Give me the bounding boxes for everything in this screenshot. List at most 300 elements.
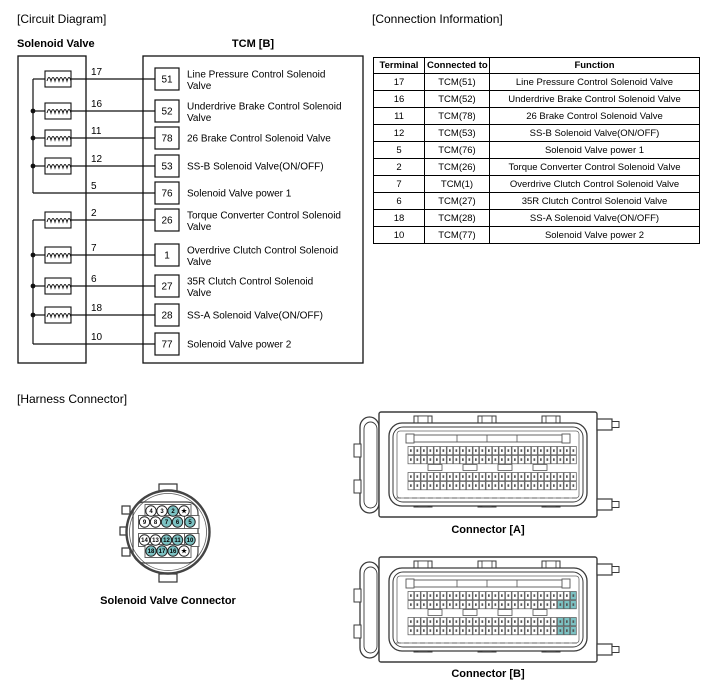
left-cap-tab: [354, 589, 361, 602]
pin-cell-contact: [495, 620, 497, 623]
pin-cell-contact: [527, 629, 529, 632]
pin-cell-contact: [534, 629, 536, 632]
pin-cell-contact: [436, 629, 438, 632]
pin-cell-contact: [514, 603, 516, 606]
pin-cell-contact: [495, 458, 497, 461]
pin-cell-contact: [508, 629, 510, 632]
pin-number-label: 77: [161, 339, 173, 351]
left-cap-inner: [364, 422, 377, 508]
pin-cell-contact: [456, 475, 458, 478]
terminal-cell: 10: [374, 227, 425, 244]
pin-circle-label: 14: [141, 538, 148, 545]
function-label: SS-B Solenoid Valve(ON/OFF): [187, 161, 324, 173]
pin-cell-contact: [475, 620, 477, 623]
function-label: Line Pressure Control Solenoid: [187, 69, 326, 81]
pin-cell-contact: [521, 449, 523, 452]
pin-number-label: 76: [161, 188, 173, 200]
function-cell: Underdrive Brake Control Solenoid Valve: [490, 91, 700, 108]
pin-cell-contact: [508, 458, 510, 461]
pin-circle-label: 18: [147, 549, 155, 556]
pin-number-label: 1: [164, 250, 170, 262]
pin-cell-contact: [514, 594, 516, 597]
pin-cell-contact: [469, 475, 471, 478]
latch-nub: [562, 579, 570, 588]
middle-key: [533, 465, 547, 471]
wire-number-label: 18: [91, 303, 103, 314]
left-tab: [122, 548, 130, 556]
pin-cell-contact: [514, 449, 516, 452]
pin-cell-contact: [566, 449, 568, 452]
pin-cell-contact: [514, 484, 516, 487]
pin-cell-contact: [417, 620, 419, 623]
pin-cell-contact: [488, 449, 490, 452]
pin-cell-contact: [521, 594, 523, 597]
pin-cell-contact: [456, 594, 458, 597]
pin-cell-contact: [527, 449, 529, 452]
pin-cell-contact: [410, 620, 412, 623]
pin-circle-label: 16: [169, 549, 177, 556]
wire-number-label: 12: [91, 154, 103, 165]
pin-cell-contact: [449, 475, 451, 478]
pin-cell-contact: [514, 629, 516, 632]
pin-cell-contact: [527, 475, 529, 478]
pin-cell-contact: [488, 458, 490, 461]
pin-cell-contact: [527, 458, 529, 461]
pin-cell-contact: [566, 458, 568, 461]
pin-cell-contact: [423, 603, 425, 606]
function-cell: Line Pressure Control Solenoid Valve: [490, 74, 700, 91]
connection-table: [373, 57, 700, 244]
latch-strip: [412, 580, 564, 587]
pin-cell-contact: [456, 449, 458, 452]
pin-cell-contact: [462, 629, 464, 632]
pin-cell-contact: [482, 594, 484, 597]
pin-cell-contact: [410, 458, 412, 461]
pin-cell-contact: [547, 629, 549, 632]
pin-circle-label: ★: [181, 508, 187, 516]
pin-cell-contact: [488, 629, 490, 632]
pin-cell-contact: [417, 629, 419, 632]
pin-number-label: 28: [161, 310, 173, 322]
function-label: Valve: [187, 81, 212, 92]
circuit-diagram-title: [Circuit Diagram]: [17, 12, 107, 26]
left-tab: [122, 506, 130, 514]
pin-cell-contact: [423, 458, 425, 461]
table-row: [374, 227, 700, 244]
pin-circle-label: 9: [142, 520, 147, 527]
pin-cell-contact: [430, 629, 432, 632]
connected-to-cell: TCM(76): [425, 142, 490, 159]
latch-nub: [406, 434, 414, 443]
left-cap-tab: [354, 444, 361, 457]
pin-cell-contact: [443, 620, 445, 623]
pin-cell-contact: [495, 603, 497, 606]
pin-cell-contact: [547, 484, 549, 487]
pin-cell-contact: [553, 458, 555, 461]
pin-cell-contact: [482, 484, 484, 487]
table-row: [374, 108, 700, 125]
function-label: Valve: [187, 288, 212, 299]
middle-key: [498, 610, 512, 616]
pin-cell-contact: [443, 594, 445, 597]
pin-cell-contact: [501, 449, 503, 452]
connected-to-cell: TCM(28): [425, 210, 490, 227]
pin-cell-contact: [553, 620, 555, 623]
terminal-cell: 11: [374, 108, 425, 125]
pin-circle-label: 11: [174, 538, 181, 545]
pin-cell-contact: [560, 594, 562, 597]
pin-cell-contact: [475, 458, 477, 461]
pin-cell-contact: [475, 603, 477, 606]
pin-cell-contact: [566, 603, 568, 606]
pin-circle-label: 2: [171, 509, 175, 516]
function-label: SS-A Solenoid Valve(ON/OFF): [187, 310, 323, 322]
right-stub-tip: [612, 422, 619, 428]
tcm-label: TCM [B]: [231, 38, 275, 50]
function-label: 35R Clutch Control Solenoid: [187, 276, 314, 288]
function-cell: SS-B Solenoid Valve(ON/OFF): [490, 125, 700, 142]
function-cell: SS-A Solenoid Valve(ON/OFF): [490, 210, 700, 227]
junction-dot: [31, 284, 36, 289]
pin-cell-contact: [521, 475, 523, 478]
pin-cell-contact: [534, 603, 536, 606]
pin-cell-contact: [482, 449, 484, 452]
pin-number-label: 52: [161, 106, 173, 118]
pin-cell-contact: [488, 475, 490, 478]
pin-cell-contact: [508, 620, 510, 623]
middle-key: [533, 610, 547, 616]
wire-number-label: 17: [91, 67, 103, 78]
terminal-cell: 18: [374, 210, 425, 227]
right-stub-tip: [612, 647, 619, 653]
pin-cell-contact: [508, 449, 510, 452]
function-cell: Torque Converter Control Solenoid Valve: [490, 159, 700, 176]
pin-cell-contact: [410, 484, 412, 487]
terminal-cell: 2: [374, 159, 425, 176]
pin-cell-contact: [560, 629, 562, 632]
pin-cell-contact: [443, 603, 445, 606]
pin-cell-contact: [495, 475, 497, 478]
middle-key: [463, 465, 477, 471]
connection-table-header: [374, 58, 700, 74]
pin-cell-contact: [436, 603, 438, 606]
function-cell: Solenoid Valve power 2: [490, 227, 700, 244]
pin-cell-contact: [560, 603, 562, 606]
pin-cell-contact: [417, 603, 419, 606]
pin-cell-contact: [469, 458, 471, 461]
function-cell: 26 Brake Control Solenoid Valve: [490, 108, 700, 125]
pin-cell-contact: [527, 484, 529, 487]
pin-cell-contact: [436, 458, 438, 461]
pin-cell-contact: [534, 594, 536, 597]
pin-circle-label: 5: [188, 520, 192, 527]
pin-cell-contact: [521, 458, 523, 461]
pin-cell-contact: [547, 475, 549, 478]
pin-cell-contact: [462, 449, 464, 452]
pin-cell-contact: [488, 594, 490, 597]
wire-number-label: 16: [91, 99, 103, 110]
left-cap-tab: [354, 480, 361, 493]
pin-cell-contact: [560, 484, 562, 487]
pin-number-label: 78: [161, 133, 173, 145]
latch-nub: [406, 579, 414, 588]
pin-cell-contact: [456, 458, 458, 461]
pin-cell-contact: [553, 475, 555, 478]
pin-cell-contact: [501, 594, 503, 597]
middle-key: [428, 465, 442, 471]
pin-cell-contact: [410, 603, 412, 606]
pin-circle-label: 17: [158, 549, 166, 556]
pin-cell-contact: [573, 603, 575, 606]
pin-number-label: 26: [161, 215, 173, 227]
right-stub: [597, 419, 612, 430]
function-cell: Overdrive Clutch Control Solenoid Valve: [490, 176, 700, 193]
middle-key: [428, 610, 442, 616]
pin-cell-contact: [514, 475, 516, 478]
pin-circle-label: 8: [153, 520, 158, 527]
wire-number-label: 2: [91, 208, 97, 219]
pin-cell-contact: [482, 620, 484, 623]
table-row: [374, 176, 700, 193]
pin-cell-contact: [534, 620, 536, 623]
pin-cell-contact: [469, 449, 471, 452]
connector-b-label: Connector [B]: [451, 668, 525, 680]
pin-cell-contact: [482, 475, 484, 478]
pin-cell-contact: [423, 594, 425, 597]
circuit-diagram: [10, 50, 365, 370]
pin-cell-contact: [488, 603, 490, 606]
pin-cell-contact: [521, 484, 523, 487]
pin-cell-contact: [508, 603, 510, 606]
function-label: 26 Brake Control Solenoid Valve: [187, 133, 331, 145]
pin-circle-label: 3: [160, 509, 164, 516]
table-row: [374, 193, 700, 210]
wire-number-label: 5: [91, 181, 97, 192]
table-row: [374, 74, 700, 91]
pin-cell-contact: [475, 449, 477, 452]
pin-number-label: 27: [161, 281, 173, 293]
pin-cell-contact: [547, 603, 549, 606]
pin-cell-contact: [514, 458, 516, 461]
left-cap-tab: [354, 625, 361, 638]
pin-cell-contact: [449, 620, 451, 623]
pin-cell-contact: [449, 449, 451, 452]
pin-cell-contact: [430, 620, 432, 623]
pin-cell-contact: [423, 629, 425, 632]
pin-cell-contact: [449, 603, 451, 606]
pin-cell-contact: [423, 475, 425, 478]
pin-cell-contact: [417, 594, 419, 597]
pin-cell-contact: [475, 484, 477, 487]
pin-cell-contact: [462, 603, 464, 606]
table-header-cell: Connected to: [425, 58, 490, 74]
connected-to-cell: TCM(77): [425, 227, 490, 244]
pin-cell-contact: [417, 475, 419, 478]
pin-cell-contact: [469, 594, 471, 597]
pin-cell-contact: [547, 594, 549, 597]
pin-cell-contact: [430, 594, 432, 597]
pin-cell-contact: [540, 458, 542, 461]
pin-cell-contact: [501, 603, 503, 606]
terminal-cell: 17: [374, 74, 425, 91]
connection-info-title: [Connection Information]: [372, 12, 503, 26]
table-row: [374, 159, 700, 176]
terminal-cell: 12: [374, 125, 425, 142]
right-stub: [597, 644, 612, 655]
function-label: Solenoid Valve power 2: [187, 339, 292, 351]
pin-cell-contact: [501, 620, 503, 623]
pin-cell-contact: [410, 475, 412, 478]
pin-cell-contact: [436, 594, 438, 597]
pin-cell-contact: [553, 449, 555, 452]
pin-cell-contact: [449, 458, 451, 461]
pin-cell-contact: [566, 475, 568, 478]
pin-cell-contact: [410, 629, 412, 632]
pin-cell-contact: [430, 484, 432, 487]
pin-cell-contact: [456, 603, 458, 606]
pin-cell-contact: [553, 594, 555, 597]
connector-a-label: Connector [A]: [451, 524, 525, 536]
pin-cell-contact: [443, 449, 445, 452]
pin-cell-contact: [553, 484, 555, 487]
pin-cell-contact: [430, 449, 432, 452]
pin-cell-contact: [462, 475, 464, 478]
junction-dot: [31, 136, 36, 141]
pin-cell-contact: [547, 458, 549, 461]
pin-cell-contact: [508, 594, 510, 597]
table-header-cell: Terminal: [374, 58, 425, 74]
pin-cell-contact: [482, 603, 484, 606]
pin-cell-contact: [501, 484, 503, 487]
pin-cell-contact: [475, 629, 477, 632]
wire-number-label: 11: [91, 126, 102, 137]
pin-cell-contact: [560, 620, 562, 623]
solenoid-connector-label: Solenoid Valve Connector: [100, 595, 236, 607]
pin-cell-contact: [462, 594, 464, 597]
pin-cell-contact: [488, 620, 490, 623]
pin-circle-label: 6: [175, 520, 180, 527]
pin-cell-contact: [417, 484, 419, 487]
pin-cell-contact: [553, 603, 555, 606]
pin-cell-contact: [456, 629, 458, 632]
terminal-cell: 7: [374, 176, 425, 193]
function-label: Valve: [187, 257, 212, 268]
pin-cell-contact: [560, 449, 562, 452]
table-header-cell: Function: [490, 58, 700, 74]
pin-cell-contact: [475, 475, 477, 478]
pin-circle-label: 7: [164, 520, 169, 527]
pin-cell-contact: [430, 458, 432, 461]
wire-number-label: 10: [91, 332, 103, 343]
table-row: [374, 142, 700, 159]
pin-cell-contact: [501, 475, 503, 478]
wire-number-label: 6: [91, 274, 97, 285]
pin-number-label: 53: [161, 161, 173, 173]
pin-cell-contact: [423, 620, 425, 623]
pin-cell-contact: [475, 594, 477, 597]
pin-cell-contact: [540, 629, 542, 632]
right-stub-tip: [612, 502, 619, 508]
pin-cell-contact: [540, 484, 542, 487]
pin-cell-contact: [462, 484, 464, 487]
pin-cell-contact: [534, 484, 536, 487]
pin-cell-contact: [469, 603, 471, 606]
pin-cell-contact: [534, 449, 536, 452]
connected-to-cell: TCM(27): [425, 193, 490, 210]
pin-circle-label: 10: [186, 538, 194, 545]
wire-number-label: 7: [91, 243, 97, 254]
function-label: Valve: [187, 113, 212, 124]
pin-cell-contact: [417, 458, 419, 461]
connected-to-cell: TCM(52): [425, 91, 490, 108]
pin-cell-contact: [540, 620, 542, 623]
pin-cell-contact: [573, 594, 575, 597]
junction-dot: [31, 109, 36, 114]
pin-cell-contact: [527, 594, 529, 597]
pin-circle-label: 4: [149, 509, 153, 516]
pin-cell-contact: [417, 449, 419, 452]
pin-cell-contact: [449, 629, 451, 632]
pin-cell-contact: [527, 603, 529, 606]
pin-cell-contact: [449, 594, 451, 597]
function-cell: 35R Clutch Control Solenoid Valve: [490, 193, 700, 210]
pin-cell-contact: [423, 484, 425, 487]
pin-cell-contact: [527, 620, 529, 623]
pin-cell-contact: [443, 484, 445, 487]
pin-cell-contact: [573, 620, 575, 623]
pin-cell-contact: [573, 484, 575, 487]
connector-b-drawing: [350, 551, 620, 669]
pin-cell-contact: [423, 449, 425, 452]
harness-connector-title: [Harness Connector]: [17, 392, 128, 406]
pin-cell-contact: [436, 484, 438, 487]
function-label: Torque Converter Control Solenoid: [187, 210, 341, 222]
pin-cell-contact: [488, 484, 490, 487]
pin-cell-contact: [430, 603, 432, 606]
pin-cell-contact: [534, 475, 536, 478]
pin-cell-contact: [566, 594, 568, 597]
pin-cell-contact: [521, 629, 523, 632]
pin-cell-contact: [443, 475, 445, 478]
pin-cell-contact: [547, 620, 549, 623]
pin-cell-contact: [566, 484, 568, 487]
pin-cell-contact: [495, 449, 497, 452]
function-cell: Solenoid Valve power 1: [490, 142, 700, 159]
pin-cell-contact: [482, 629, 484, 632]
pin-cell-contact: [573, 475, 575, 478]
pin-cell-contact: [521, 620, 523, 623]
pin-cell-contact: [469, 629, 471, 632]
pin-cell-contact: [436, 620, 438, 623]
function-label: Valve: [187, 222, 212, 233]
pin-cell-contact: [560, 458, 562, 461]
pin-cell-contact: [495, 484, 497, 487]
terminal-cell: 6: [374, 193, 425, 210]
pin-cell-contact: [540, 603, 542, 606]
pin-cell-contact: [573, 629, 575, 632]
pin-cell-contact: [462, 458, 464, 461]
table-row: [374, 210, 700, 227]
bottom-tab: [159, 574, 177, 582]
pin-cell-contact: [547, 449, 549, 452]
pin-cell-contact: [462, 620, 464, 623]
pin-cell-contact: [560, 475, 562, 478]
pin-cell-contact: [540, 475, 542, 478]
junction-dot: [31, 253, 36, 258]
pin-cell-contact: [508, 475, 510, 478]
pin-circle-label: 12: [163, 538, 170, 545]
pin-cell-contact: [436, 475, 438, 478]
